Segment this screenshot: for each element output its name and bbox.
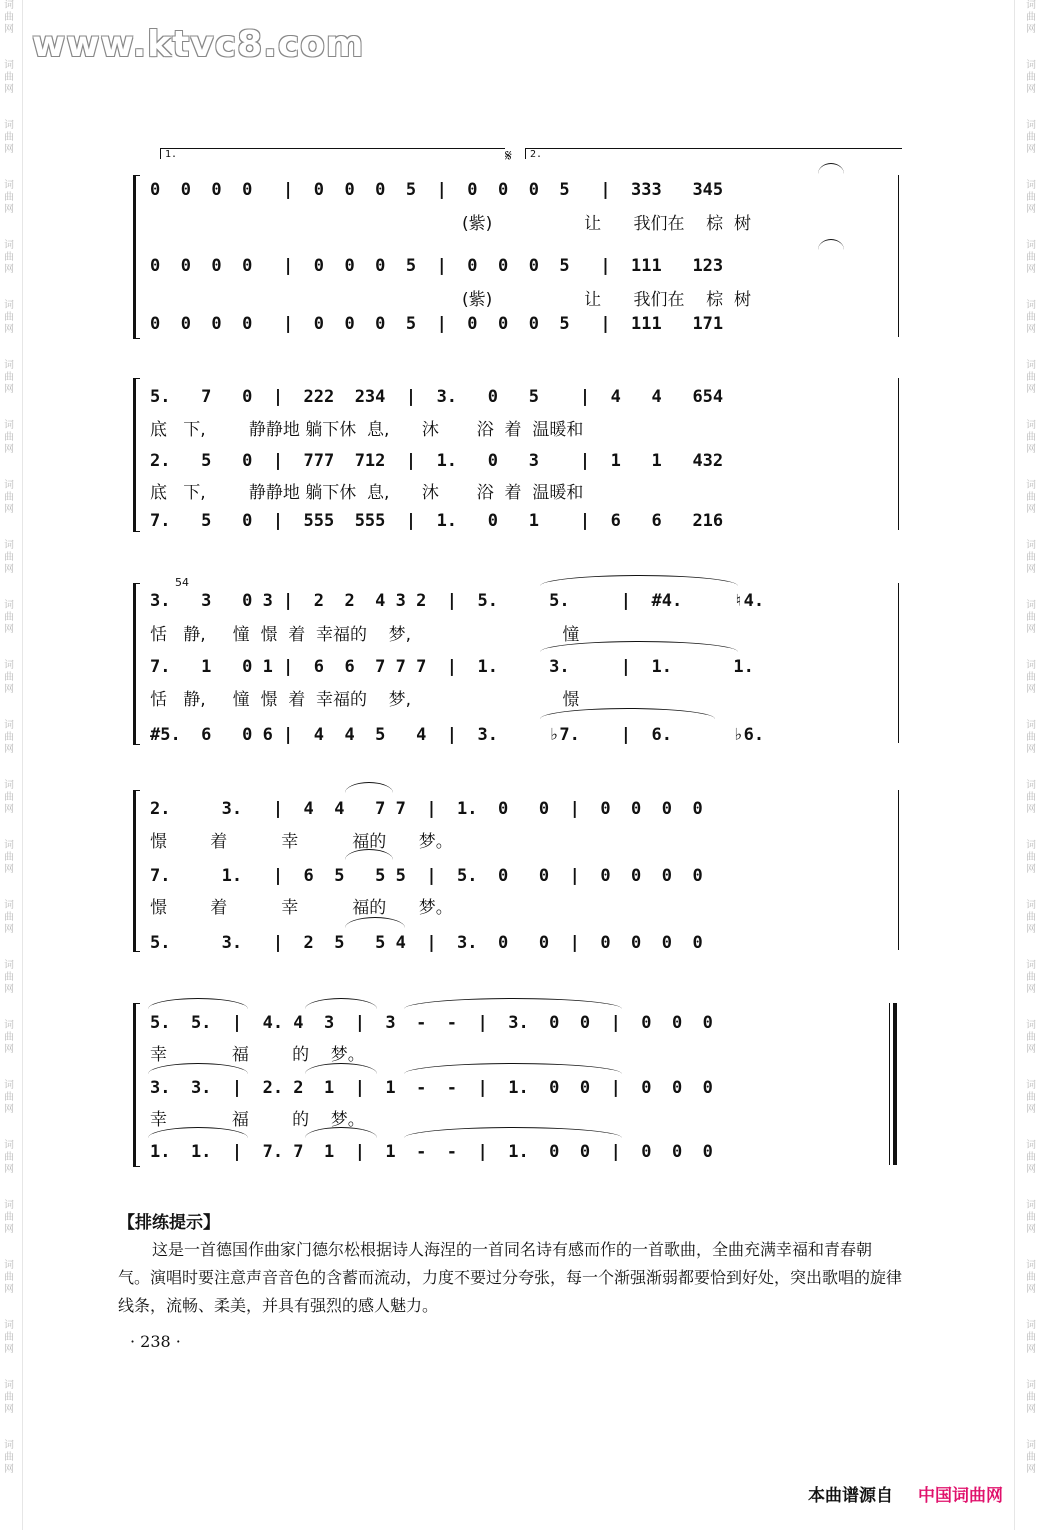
system-1-lyrics-1: (紫) 让 我们在 棕 树 [462,214,751,234]
rehearsal-mark: 54 [175,576,189,589]
system-5-bass: 1. 1. | 7. 7 1 | 1 - - | 1. 0 0 | 0 0 0 [150,1142,713,1162]
final-barline-thick [893,1003,897,1165]
tie [345,782,393,793]
tie [540,575,738,586]
system-5-alto: 3. 3. | 2. 2 1 | 1 - - | 1. 0 0 | 0 0 0 [150,1078,713,1098]
system-3-lyrics-1: 恬 静, 憧 憬 着 幸福的 梦, 憧 [150,625,580,645]
side-watermark-right: 词曲网 词曲网 词曲网 词曲网 词曲网 词曲网 词曲网 词曲网 词曲网 词曲网 词曲网 词曲网 词曲网 词曲网 词曲网 词曲网 词曲网 词曲网 词曲网 词曲网 词曲网 词曲网 词曲网 词曲网 词曲网 [1026,0,1036,1475]
system-3-alto: 7. 1 0 1 | 6 6 7 7 7 | 1. 3. | 1. 1. [150,657,754,677]
footer-site-name[interactable]: 中国词曲网 [918,1486,1003,1506]
tie [345,917,405,928]
segno-sign: 𝄋 [505,146,512,165]
system-1-soprano: 0 0 0 0 | 0 0 0 5 | 0 0 0 5 | 333 345 [150,180,724,200]
tie [404,1063,622,1074]
system-3-soprano: 3. 3 0 3 | 2 2 4 3 2 | 5. 5. | #4. ♮4. [150,591,765,611]
system-3-lyrics-2: 恬 静, 憧 憬 着 幸福的 梦, 憬 [150,690,580,710]
right-margin-line [1014,0,1015,1530]
system-4-soprano: 2. 3. | 4 4 7 7 | 1. 0 0 | 0 0 0 0 [150,799,703,819]
barline [898,378,899,530]
system-4-lyrics-1: 憬 着 幸 福的 梦。 [150,832,453,852]
system-4-lyrics-2: 憬 着 幸 福的 梦。 [150,898,453,918]
tie [818,239,844,250]
volta-second-ending: 2. [525,148,902,159]
rehearsal-tip-text: 这是一首德国作曲家门德尔松根据诗人海涅的一首同名诗有感而作的一首歌曲，全曲充满幸福和青春朝气。演唱时要注意声音音色的含蓄而流动，力度不要过分夸张，每一个渐强渐弱都要恰到好处，突出歌唱的旋律线条，流畅、柔美，并具有强烈的感人魅力。 [118,1240,903,1315]
system-3-brace [133,583,140,745]
footer-source-label: 本曲谱源自 [808,1486,893,1506]
system-4-bass: 5. 3. | 2 5 5 4 | 3. 0 0 | 0 0 0 0 [150,933,703,953]
tie [305,998,377,1009]
final-barline-thin [889,1003,890,1165]
system-1-brace [133,175,140,339]
tie [148,998,248,1009]
system-3-bass: #5. 6 0 6 | 4 4 5 4 | 3. ♭7. | 6. ♭6. [150,725,765,745]
tie [404,998,622,1009]
system-5-soprano: 5. 5. | 4. 4 3 | 3 - - | 3. 0 0 | 0 0 0 [150,1013,713,1033]
system-2-brace [133,378,140,532]
watermark-url: www.ktvc8.com [32,24,365,65]
system-2-soprano: 5. 7 0 | 222 234 | 3. 0 5 | 4 4 654 [150,387,724,407]
system-1-alto: 0 0 0 0 | 0 0 0 5 | 0 0 0 5 | 111 123 [150,256,724,276]
system-4-alto: 7. 1. | 6 5 5 5 | 5. 0 0 | 0 0 0 0 [150,866,703,886]
system-2-lyrics-2: 底 下, 静静地 躺下休 息, 沐 浴 着 温暖和 [150,483,584,503]
system-1-bass: 0 0 0 0 | 0 0 0 5 | 0 0 0 5 | 111 171 [150,314,724,334]
system-5-brace [133,1003,140,1167]
volta-first-ending: 1. [160,148,505,159]
page-number: · 238 · [130,1332,181,1351]
system-1-lyrics-2: (紫) 让 我们在 棕 树 [462,290,751,310]
barline [898,175,899,337]
system-5-lyrics-1: 幸 福 的 梦。 [150,1045,365,1065]
tie [404,1127,622,1138]
rehearsal-tip-heading: 【排练提示】 [118,1213,220,1233]
system-4-brace [133,790,140,952]
system-2-lyrics-1: 底 下, 静静地 躺下休 息, 沐 浴 着 温暖和 [150,420,584,440]
left-margin-line [22,0,23,1530]
system-2-alto: 2. 5 0 | 777 712 | 1. 0 3 | 1 1 432 [150,451,724,471]
system-2-bass: 7. 5 0 | 555 555 | 1. 0 1 | 6 6 216 [150,511,724,531]
barline [898,790,899,950]
tie [818,163,844,174]
side-watermark-left: 词曲网 词曲网 词曲网 词曲网 词曲网 词曲网 词曲网 词曲网 词曲网 词曲网 词曲网 词曲网 词曲网 词曲网 词曲网 词曲网 词曲网 词曲网 词曲网 词曲网 词曲网 词曲网 词曲网 词曲网 词曲网 [4,0,14,1475]
barline [898,583,899,743]
system-5-lyrics-2: 幸 福 的 梦。 [150,1110,365,1130]
